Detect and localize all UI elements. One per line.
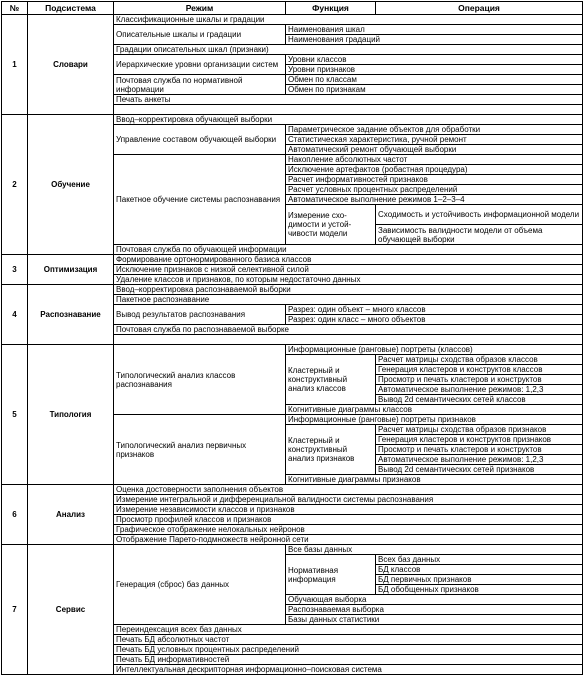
function-cell: Автоматическое выполнение режимов 1–2–3–4 <box>286 195 583 205</box>
subsystem-name: Анализ <box>28 485 114 545</box>
mode-cell: Пакетное обучение системы распознавания <box>114 155 286 245</box>
function-cell: Обмен по признакам <box>286 85 583 95</box>
mode-cell: Исключение признаков с низкой селективной силой <box>114 265 583 275</box>
subsystem-name: Оптимизация <box>28 255 114 285</box>
function-cell: Расчет информативностей признаков <box>286 175 583 185</box>
function-cell: Информационные (ранговые) портреты (классов) <box>286 345 583 355</box>
subsystem-number: 5 <box>2 345 28 485</box>
mode-cell: Генерация (сброс) баз данных <box>114 545 286 625</box>
mode-cell: Формирование ортонормированного базиса классов <box>114 255 583 265</box>
function-cell: Накопление абсолютных частот <box>286 155 583 165</box>
function-cell: Статистическая характеристика, ручной ремонт <box>286 135 583 145</box>
subsystem-number: 7 <box>2 545 28 675</box>
function-cell: Когнитивные диаграммы признаков <box>286 475 583 485</box>
mode-cell: Переиндексация всех баз данных <box>114 625 583 635</box>
subsystem-number: 1 <box>2 15 28 115</box>
mode-cell: Вывод результатов распознавания <box>114 305 286 325</box>
mode-cell: Графическое отображение нелокальных нейронов <box>114 525 583 535</box>
subsystem-name: Типология <box>28 345 114 485</box>
operation-cell: Автоматическое выполнение режимов: 1,2,3 <box>376 455 583 465</box>
mode-cell: Пакетное распознавание <box>114 295 583 305</box>
mode-cell: Измерение независимости классов и признаков <box>114 505 583 515</box>
function-cell: Базы данных статистики <box>286 615 583 625</box>
mode-cell: Измерение интегральной и дифференциальной валидности системы распознавания <box>114 495 583 505</box>
mode-cell: Ввод–корректировка обучающей выборки <box>114 115 583 125</box>
function-cell: Измерение схо-димости и устой-чивости модели <box>286 205 376 245</box>
subsystem-number: 4 <box>2 285 28 345</box>
function-cell: Обмен по классам <box>286 75 583 85</box>
function-cell: Обучающая выборка <box>286 595 583 605</box>
operation-cell: Генерация кластеров и конструктов признаков <box>376 435 583 445</box>
operation-cell: Просмотр и печать кластеров и конструктов <box>376 445 583 455</box>
operation-cell: БД классов <box>376 565 583 575</box>
function-cell: Разрез: один класс – много объектов <box>286 315 583 325</box>
header-row <box>2 2 583 15</box>
subsystems-table <box>1 1 583 675</box>
mode-cell: Почтовая служба по обучающей информации <box>114 245 583 255</box>
function-cell: Уровни признаков <box>286 65 583 75</box>
function-cell: Информационные (ранговые) портреты признаков <box>286 415 583 425</box>
mode-cell: Ввод–корректировка распознаваемой выборки <box>114 285 583 295</box>
mode-cell: Типологический анализ первичных признаков <box>114 415 286 485</box>
function-cell: Уровни классов <box>286 55 583 65</box>
operation-cell: Просмотр и печать кластеров и конструктов <box>376 375 583 385</box>
function-cell: Наименования шкал <box>286 25 583 35</box>
mode-cell: Печать БД абсолютных частот <box>114 635 583 645</box>
mode-cell: Просмотр профилей классов и признаков <box>114 515 583 525</box>
mode-cell: Печать БД условных процентных распределений <box>114 645 583 655</box>
operation-cell: Автоматическое выполнение режимов: 1,2,3 <box>376 385 583 395</box>
mode-cell: Удаление классов и признаков, по которым недостаточно данных <box>114 275 583 285</box>
spacer-cell <box>114 335 583 345</box>
subsystem-name: Распознавание <box>28 285 114 345</box>
operation-cell: Расчет матрицы сходства образов признаков <box>376 425 583 435</box>
operation-cell: Расчет матрицы сходства образов классов <box>376 355 583 365</box>
header-mode: Режим <box>114 2 286 15</box>
mode-cell: Почтовая служба по нормативной информации <box>114 75 286 95</box>
mode-cell: Градации описательных шкал (признаки) <box>114 45 583 55</box>
operation-cell: Зависимость валидности модели от объема обучающей выборки <box>376 225 583 245</box>
header-num: № <box>2 2 28 15</box>
operation-cell: Сходимость и устойчивость информационной модели <box>376 205 583 225</box>
spacer-cell <box>114 105 583 115</box>
function-cell: Расчет условных процентных распределений <box>286 185 583 195</box>
operation-cell: Вывод 2d семантических сетей классов <box>376 395 583 405</box>
subsystem-number: 3 <box>2 255 28 285</box>
mode-cell: Печать анкеты <box>114 95 583 105</box>
mode-cell: Почтовая служба по распознаваемой выборке <box>114 325 583 335</box>
operation-cell: Всех баз данных <box>376 555 583 565</box>
mode-cell: Интеллектуальная дескрипторная информационно–поисковая система <box>114 665 583 675</box>
function-cell: Нормативная информация <box>286 555 376 595</box>
mode-cell: Иерархические уровни организации систем <box>114 55 286 75</box>
operation-cell: Генерация кластеров и конструктов классов <box>376 365 583 375</box>
mode-cell: Отображение Парето-подмножеств нейронной сети <box>114 535 583 545</box>
operation-cell: Вывод 2d семантических сетей признаков <box>376 465 583 475</box>
mode-cell: Управление составом обучающей выборки <box>114 125 286 155</box>
function-cell: Автоматический ремонт обучающей выборки <box>286 145 583 155</box>
function-cell: Кластерный и конструктивный анализ классов <box>286 355 376 405</box>
operation-cell: БД первичных признаков <box>376 575 583 585</box>
function-cell: Кластерный и конструктивный анализ признаков <box>286 425 376 475</box>
function-cell: Наименования градаций <box>286 35 583 45</box>
subsystem-name: Сервис <box>28 545 114 675</box>
subsystem-name: Обучение <box>28 115 114 255</box>
header-function: Функция <box>286 2 376 15</box>
function-cell: Параметрическое задание объектов для обработки <box>286 125 583 135</box>
subsystem-name: Словари <box>28 15 114 115</box>
function-cell: Все базы данных <box>286 545 583 555</box>
mode-cell: Классификационные шкалы и градации <box>114 15 583 25</box>
function-cell: Когнитивные диаграммы классов <box>286 405 583 415</box>
subsystem-number: 2 <box>2 115 28 255</box>
mode-cell: Описательные шкалы и градации <box>114 25 286 45</box>
function-cell: Исключение артефактов (робастная процедура) <box>286 165 583 175</box>
subsystem-number: 6 <box>2 485 28 545</box>
mode-cell: Типологический анализ классов распознавания <box>114 345 286 415</box>
function-cell: Разрез: один объект – много классов <box>286 305 583 315</box>
function-cell: Распознаваемая выборка <box>286 605 583 615</box>
header-operation: Операция <box>376 2 583 15</box>
operation-cell: БД обобщенных признаков <box>376 585 583 595</box>
mode-cell: Печать БД информативностей <box>114 655 583 665</box>
mode-cell: Оценка достоверности заполнения объектов <box>114 485 583 495</box>
header-subsystem: Подсистема <box>28 2 114 15</box>
